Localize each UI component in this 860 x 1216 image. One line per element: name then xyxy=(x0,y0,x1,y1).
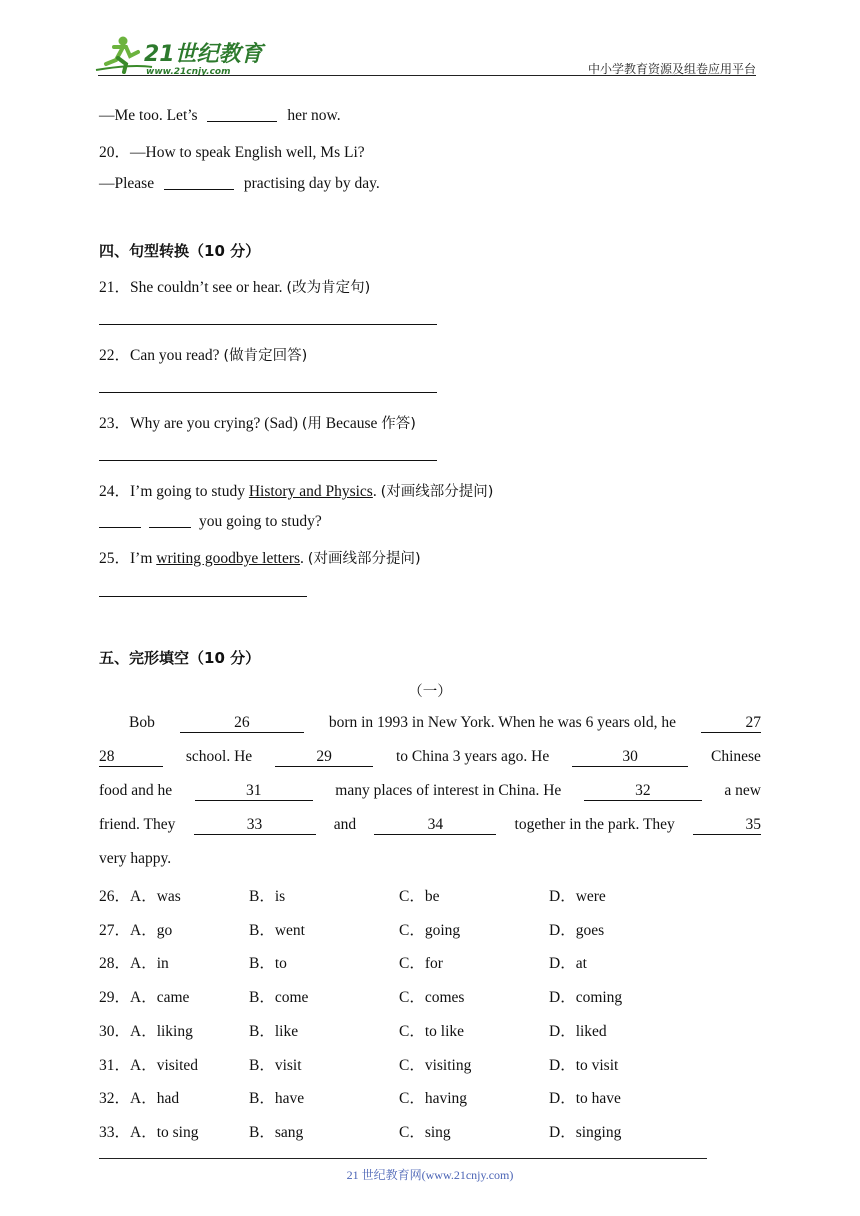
header-divider xyxy=(98,75,756,76)
blank-33[interactable]: 33 xyxy=(194,816,316,835)
q20-blank xyxy=(164,174,234,190)
q23: 23．Why are you crying? (Sad) (用 Because 作答) xyxy=(99,415,416,432)
passage-line-2: 28 school. He 29 to China 3 years ago. He 30 Chinese xyxy=(99,748,761,765)
blank-27[interactable]: 27 xyxy=(701,714,761,733)
option-33-c[interactable]: C．sing xyxy=(399,1124,451,1141)
option-29-b[interactable]: B．come xyxy=(249,989,309,1006)
option-32-c[interactable]: C．having xyxy=(399,1090,468,1107)
q22-answer-line[interactable] xyxy=(99,392,437,393)
option-29-a[interactable]: 29．A．came xyxy=(99,989,190,1006)
option-33-b[interactable]: B．sang xyxy=(249,1124,304,1141)
option-27-b[interactable]: B．went xyxy=(249,922,305,939)
q21-answer-line[interactable] xyxy=(99,324,437,325)
passage-line-3: food and he 31 many places of interest in China. He 32 a new xyxy=(99,782,761,799)
q25-underlined: writing goodbye letters xyxy=(156,550,301,567)
blank-35[interactable]: 35 xyxy=(693,816,761,835)
q24-blank-2[interactable] xyxy=(149,512,191,528)
q24-underlined: History and Physics xyxy=(248,483,373,500)
blank-29[interactable]: 29 xyxy=(275,748,373,767)
option-31-b[interactable]: B．visit xyxy=(249,1057,302,1074)
option-27-c[interactable]: C．going xyxy=(399,922,461,939)
blank-28[interactable]: 28 xyxy=(99,748,163,767)
section4-title: 四、句型转换（10 分） xyxy=(99,242,261,260)
q21: 21．She couldn’t see or hear. (改为肯定句) xyxy=(99,279,371,296)
option-27-d[interactable]: D．goes xyxy=(549,922,605,939)
section5-title: 五、完形填空（10 分） xyxy=(99,649,261,667)
option-31-a[interactable]: 31．A．visited xyxy=(99,1057,199,1074)
option-31-d[interactable]: D．to visit xyxy=(549,1057,619,1074)
passage-line-1: Bob 26 born in 1993 in New York. When he was 6 years old, he 27 xyxy=(129,714,761,731)
svg-text:21世纪教育: 21世纪教育 xyxy=(144,42,263,67)
option-26-b[interactable]: B．is xyxy=(249,888,286,905)
option-28-d[interactable]: D．at xyxy=(549,955,587,972)
option-30-b[interactable]: B．like xyxy=(249,1023,299,1040)
option-29-d[interactable]: D．coming xyxy=(549,989,623,1006)
option-28-c[interactable]: C．for xyxy=(399,955,443,972)
option-26-c[interactable]: C．be xyxy=(399,888,440,905)
q19-blank xyxy=(207,106,277,122)
option-32-a[interactable]: 32．A．had xyxy=(99,1090,180,1107)
option-32-b[interactable]: B．have xyxy=(249,1090,305,1107)
q20-line1: 20．—How to speak English well, Ms Li? xyxy=(99,144,365,161)
q22: 22．Can you read? (做肯定回答) xyxy=(99,347,308,364)
q24-blank-1[interactable] xyxy=(99,512,141,528)
option-31-c[interactable]: C．visiting xyxy=(399,1057,472,1074)
option-28-b[interactable]: B．to xyxy=(249,955,287,972)
passage-line-4: friend. They 33 and 34 together in the park. They 35 xyxy=(99,816,761,833)
q25: 25．I’m writing goodbye letters. (对画线部分提问) xyxy=(99,550,421,567)
option-26-a[interactable]: 26．A．was xyxy=(99,888,181,905)
q25-answer-line[interactable] xyxy=(99,596,307,597)
blank-34[interactable]: 34 xyxy=(374,816,496,835)
passage-subtitle: （一） xyxy=(408,684,452,700)
option-27-a[interactable]: 27．A．go xyxy=(99,922,173,939)
blank-32[interactable]: 32 xyxy=(584,782,702,801)
q20-line2: —Please practising day by day. xyxy=(99,175,380,192)
option-30-c[interactable]: C．to like xyxy=(399,1023,465,1040)
option-30-d[interactable]: D．liked xyxy=(549,1023,607,1040)
site-logo xyxy=(92,34,267,76)
option-32-d[interactable]: D．to have xyxy=(549,1090,621,1107)
option-33-a[interactable]: 33．A．to sing xyxy=(99,1124,199,1141)
option-29-c[interactable]: C．comes xyxy=(399,989,465,1006)
option-30-a[interactable]: 30．A．liking xyxy=(99,1023,193,1040)
option-26-d[interactable]: D．were xyxy=(549,888,606,905)
option-28-a[interactable]: 28．A．in xyxy=(99,955,169,972)
svg-text:www.21cnjy.com: www.21cnjy.com xyxy=(146,67,231,76)
option-33-d[interactable]: D．singing xyxy=(549,1124,622,1141)
q24-line2: you going to study? xyxy=(99,512,322,531)
q24: 24．I’m going to study History and Physics. (对画线部分提问) xyxy=(99,483,494,500)
passage-line-5: very happy. xyxy=(99,850,172,867)
q19-line2: —Me too. Let’s her now. xyxy=(99,107,341,124)
header-platform-text: 中小学教育资源及组卷应用平台 xyxy=(587,62,756,76)
footer-text: 21 世纪教育网(www.21cnjy.com) xyxy=(346,1168,514,1182)
footer-divider xyxy=(99,1158,707,1159)
blank-26[interactable]: 26 xyxy=(180,714,304,733)
q23-answer-line[interactable] xyxy=(99,460,437,461)
blank-30[interactable]: 30 xyxy=(572,748,688,767)
blank-31[interactable]: 31 xyxy=(195,782,313,801)
